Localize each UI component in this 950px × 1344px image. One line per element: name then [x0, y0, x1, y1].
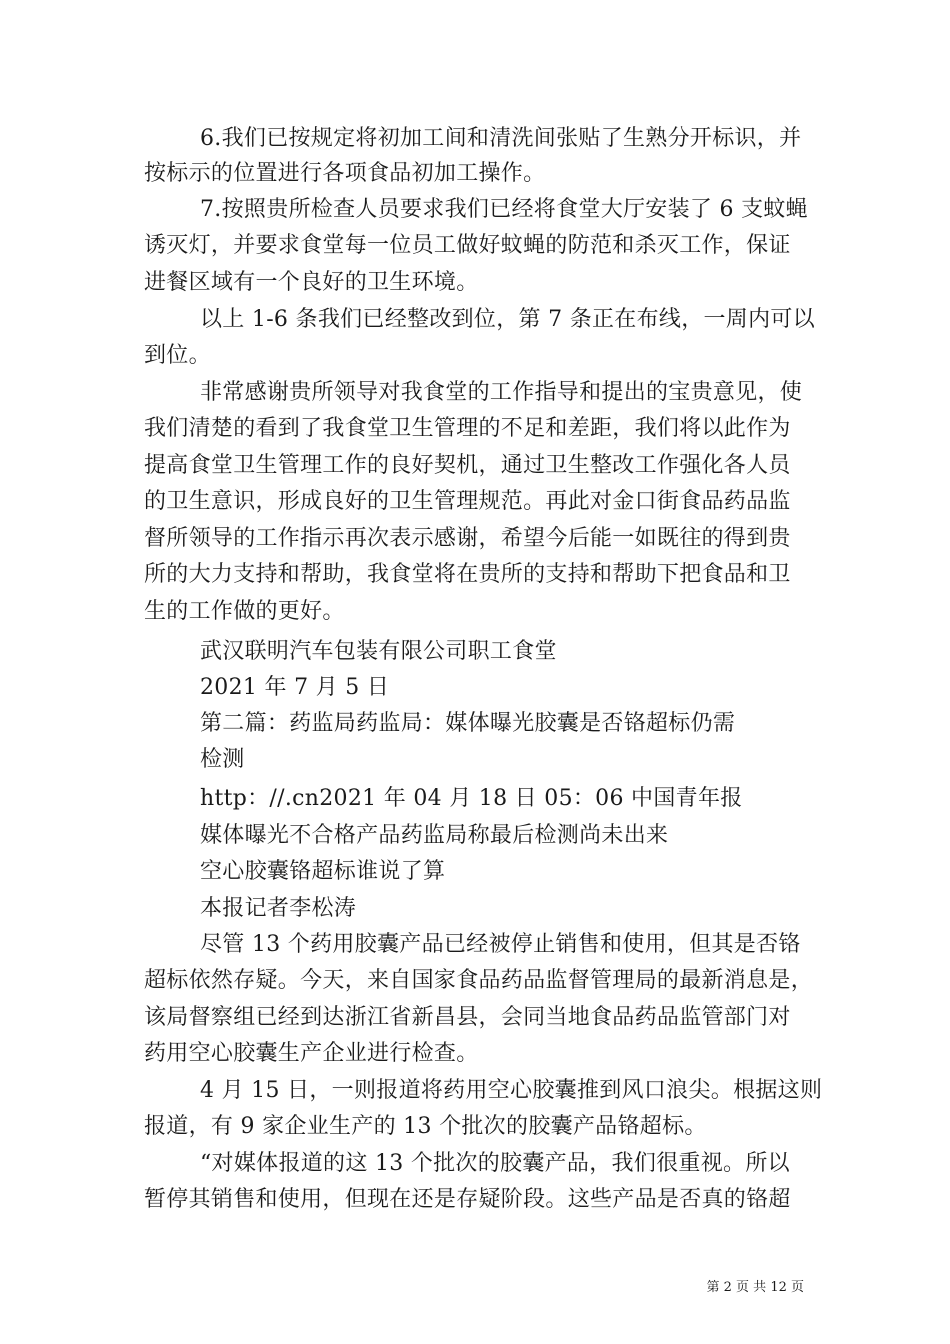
signature-date: 2021 年 7 月 5 日 — [200, 675, 390, 700]
text-line: 督所领导的工作指示再次表示感谢，希望今后能一如既往的得到贵 — [144, 526, 791, 551]
text-line: 尽管 13 个药用胶囊产品已经被停止销售和使用，但其是否铬 — [200, 932, 801, 957]
text-line: 药用空心胶囊生产企业进行检查。 — [144, 1041, 479, 1066]
text-line: 我们清楚的看到了我食堂卫生管理的不足和差距，我们将以此作为 — [144, 416, 791, 441]
text-line: 报道，有 9 家企业生产的 13 个批次的胶囊产品铬超标。 — [144, 1114, 707, 1139]
text-line: 该局督察组已经到达浙江省新昌县，会同当地食品药品监管部门对 — [144, 1005, 791, 1030]
text-line: 按标示的位置进行各项食品初加工操作。 — [144, 161, 546, 186]
text-line: 诱灭灯，并要求食堂每一位员工做好蚊蝇的防范和杀灭工作，保证 — [144, 233, 791, 258]
text-line: 的卫生意识，形成良好的卫生管理规范。再此对金口街食品药品监 — [144, 489, 791, 514]
source-line: http：//.cn2021 年 04 月 18 日 05：06 中国青年报 — [200, 786, 743, 811]
signature-org: 武汉联明汽车包装有限公司职工食堂 — [200, 639, 557, 664]
text-line: “对媒体报道的这 13 个批次的胶囊产品，我们很重视。所以 — [200, 1151, 790, 1176]
text-line: 6.我们已按规定将初加工间和清洗间张贴了生熟分开标识，并 — [200, 126, 802, 151]
text-line: 提高食堂卫生管理工作的良好契机，通过卫生整改工作强化各人员 — [144, 453, 791, 478]
text-line: 非常感谢贵所领导对我食堂的工作指导和提出的宝贵意见，使 — [200, 380, 803, 405]
text-line: 到位。 — [144, 343, 211, 368]
headline: 媒体曝光不合格产品药监局称最后检测尚未出来 — [200, 823, 669, 848]
text-line: 以上 1-6 条我们已经整改到位，第 7 条正在布线，一周内可以 — [200, 307, 815, 332]
text-line: 超标依然存疑。今天，来自国家食品药品监督管理局的最新消息是， — [144, 968, 814, 993]
text-line: 暂停其销售和使用，但现在还是存疑阶段。这些产品是否真的铬超 — [144, 1187, 791, 1212]
byline: 本报记者李松涛 — [200, 896, 357, 921]
page-number: 第 2 页 共 12 页 — [706, 1280, 804, 1295]
text-line: 生的工作做的更好。 — [144, 599, 345, 624]
text-line: 4 月 15 日，一则报道将药用空心胶囊推到风口浪尖。根据这则 — [200, 1078, 823, 1103]
text-line: 7.按照贵所检查人员要求我们已经将食堂大厅安装了 6 支蚊蝇 — [200, 197, 808, 222]
subheadline: 空心胶囊铬超标谁说了算 — [200, 859, 446, 884]
section-title: 第二篇：药监局药监局：媒体曝光胶囊是否铬超标仍需 — [200, 711, 736, 736]
section-title-cont: 检测 — [200, 747, 245, 772]
text-line: 进餐区域有一个良好的卫生环境。 — [144, 270, 479, 295]
text-line: 所的大力支持和帮助，我食堂将在贵所的支持和帮助下把食品和卫 — [144, 562, 791, 587]
